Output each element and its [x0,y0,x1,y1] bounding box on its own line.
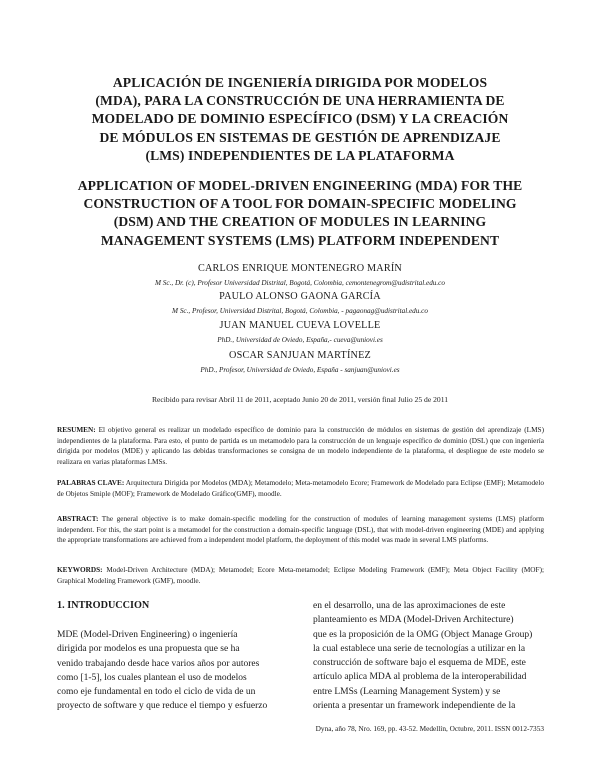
author-affiliation: PhD., Universidad de Oviedo, España,- cueva@uniovi.es [217,336,383,344]
palabras-clave-text: Arquitectura Dirigida por Modelos (MDA); Metamodelo; Meta-metamodelo Ecore; Framework de Modelado para Eclipse (EMF); Metamodelo de Objetos Smiple (MOF); Framework de Modelado Gráfico(GMF), moodle. [57,479,544,498]
body-line: entre LMSs (Learning Management System) y se [313,686,501,697]
page-footer: Dyna, año 78, Nro. 169, pp. 43-52. Medellín, Octubre, 2011. ISSN 0012-7353 [315,724,544,733]
author-affiliation: PhD., Profesor, Universidad de Oviedo, España - sanjuan@uniovi.es [200,366,400,374]
keywords-label: KEYWORDS: [57,566,103,574]
right-column [313,599,545,713]
body-line: construcción de software bajo el esquema de MDE, este [313,658,526,669]
author-affiliation: M Sc., Profesor, Universidad Distrital, Bogotá, Colombia, - pagaonag@udistrital.edu.co [172,307,428,315]
section-heading: 1. INTRODUCCION [57,600,150,611]
body-line: como [1-5], los cuales plantean el uso de modelos [57,672,247,683]
body-line: planteamiento es MDA (Model-Driven Architecture) [313,615,514,626]
title-spanish [55,74,545,165]
title-line: DE MÓDULOS EN SISTEMAS DE GESTIÓN DE APRENDIZAJE [99,129,501,145]
body-line: dirigida por modelos es una propuesta que se ha [57,644,240,655]
left-column [57,628,295,714]
body-line: artículo aplica MDA al problema de la interoperabilidad [313,672,527,683]
author-name: OSCAR SANJUAN MARTÍNEZ [229,350,371,361]
abstract-block [57,514,544,546]
title-line: MODELADO DE DOMINIO ESPECÍFICO (DSM) Y LA CREACIÓN [91,111,509,127]
body-line: proyecto de software y que reduce el tiempo y esfuerzo [57,701,268,712]
author-name: JUAN MANUEL CUEVA LOVELLE [219,320,381,331]
resumen-label: RESUMEN: [57,426,96,434]
abstract-text: The general objective is to make domain-specific modeling for the construction of modules of learning management systems (LMS) platform independent. For this, the start point is a metamodel for the construction a domain-specific language (DSL), that with model-driven engineering (MDE) and applying the appropriate transformations are achieved from a independent model platform, the deployment of this model was made in several LMS platforms. [57,515,544,545]
author-affiliation: M Sc., Dr. (c), Profesor Universidad Distrital, Bogotá, Colombia, cemontenegrom@udistrital.edu.co [155,279,445,287]
resumen-block [57,425,544,467]
title-line: MANAGEMENT SYSTEMS (LMS) PLATFORM INDEPENDENT [100,232,500,248]
palabras-clave-block [57,478,544,499]
body-line: MDE (Model-Driven Engineering) o ingeniería [57,630,238,640]
keywords-text: Model-Driven Architecture (MDA); Metamodel; Ecore Meta-metamodel; Eclipse Modeling Framework (EMF); Meta Object Facility (MOF); Graphical Modeling Framework (GMF), moodle. [57,566,544,585]
resumen-text: El objetivo general es realizar un modelado específico de dominio para la construcción de módulos en sistemas de gestión del aprendizaje (LMS) independientes de la plataforma. Para esto, el punto de partida es un metamodelo para la construcción de un lenguaje específico de dominio (DSL) que con ingeniería dirigida por modelos (MDE) y aplicando las debidas transformaciones se consigna de un modelo independiente de la plataforma, el despliegue de este modelo se realizara en varias plataformas LMSs. [57,426,544,466]
title-line: (LMS) INDEPENDIENTES DE LA PLATAFORMA [145,147,455,163]
body-line: venido trabajando desde hace varios años por autores [57,658,260,669]
body-line: en el desarrollo, una de las aproximaciones de este [313,601,506,611]
title-line: (MDA), PARA LA CONSTRUCCIÓN DE UNA HERRAMIENTA DE [95,93,505,109]
author-name: CARLOS ENRIQUE MONTENEGRO MARÍN [197,263,402,274]
keywords-block [57,565,544,586]
palabras-clave-label: PALABRAS CLAVE: [57,479,125,487]
abstract-label: ABSTRACT: [57,515,99,523]
author-name: PAULO ALONSO GAONA GARCÍA [219,291,381,302]
body-line: como eje fundamental en todo el ciclo de vida de un [57,687,256,698]
title-line: CONSTRUCTION OF A TOOL FOR DOMAIN-SPECIFIC MODELING [83,196,517,212]
title-line: APLICACIÓN DE INGENIERÍA DIRIGIDA POR MODELOS [112,75,488,90]
body-line: que es la proposición de la OMG (Object Manage Group) [313,629,533,640]
received-dates: Recibido para revisar Abril 11 de 2011, aceptado Junio 20 de 2011, versión final Julio 25 de 2011 [151,395,449,404]
body-line: orienta a presentar un framework independiente de la [313,701,516,712]
title-line: APPLICATION OF MODEL-DRIVEN ENGINEERING (MDA) FOR THE [77,178,523,193]
body-line: la cual establece una serie de tecnologías a utilizar en la [313,643,526,654]
title-english [55,177,545,250]
title-line: (DSM) AND THE CREATION OF MODULES IN LEARNING [113,214,487,230]
